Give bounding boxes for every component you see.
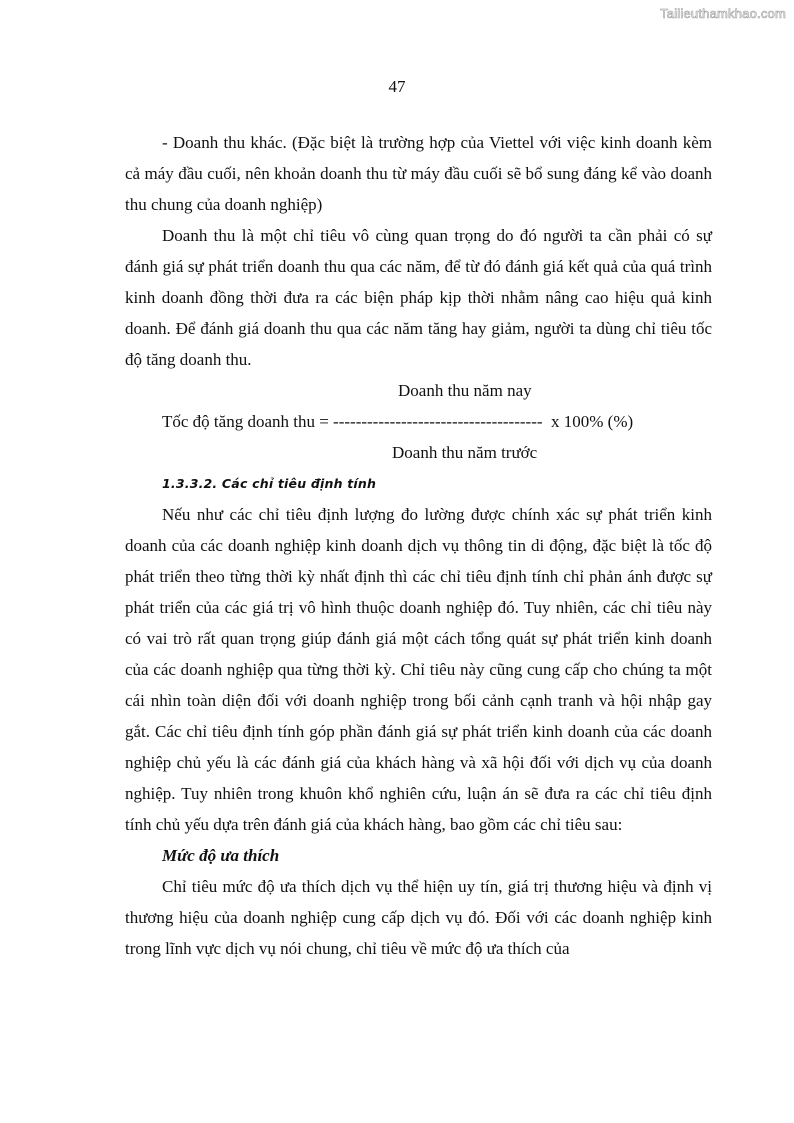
formula-main-line: Tốc độ tăng doanh thu = ------------------------------------- x 100% (%) bbox=[162, 412, 634, 431]
paragraph-revenue-importance: Doanh thu là một chỉ tiêu vô cùng quan trọng do đó người ta cần phải có sự đánh giá sự phát triển doanh thu qua các năm, để từ đó đánh giá kết quả của quá trình kinh doanh đồng thời đưa ra các biện pháp kịp thời nhằm nâng cao hiệu quả kinh doanh. Để đánh giá doanh thu qua các năm tăng hay giảm, người ta dùng chỉ tiêu tốc độ tăng doanh thu. bbox=[125, 226, 712, 369]
revenue-growth-formula bbox=[125, 375, 712, 468]
subsection-heading: Mức độ ưa thích bbox=[162, 846, 280, 865]
paragraph-qualitative-indicators: Nếu như các chỉ tiêu định lượng đo lường được chính xác sự phát triển kinh doanh của các doanh nghiệp kinh doanh dịch vụ thông tin di động, đặc biệt là tốc độ phát triển theo từng thời kỳ nhất định thì các chỉ tiêu định tính chỉ phản ánh được sự phát triển của các giá trị vô hình thuộc doanh nghiệp đó. Tuy nhiên, các chỉ tiêu này có vai trò rất quan trọng giúp đánh giá một cách tổng quát sự phát triển kinh doanh của các doanh nghiệp qua từng thời kỳ. Chỉ tiêu này cũng cung cấp cho chúng ta một cái nhìn toàn diện đối với doanh nghiệp trong bối cảnh cạnh tranh và hội nhập gay gắt. Các chỉ tiêu định tính góp phần đánh giá sự phát triển kinh doanh của các doanh nghiệp chủ yếu là các đánh giá của khách hàng và xã hội đối với dịch vụ của doanh nghiệp. Tuy nhiên trong khuôn khổ nghiên cứu, luận án sẽ đưa ra các chỉ tiêu định tính chủ yếu dựa trên đánh giá của khách hàng, bao gồm các chỉ tiêu sau: bbox=[125, 505, 712, 834]
section-heading: 1.3.3.2. Các chỉ tiêu định tính bbox=[162, 476, 377, 491]
document-body bbox=[125, 127, 712, 964]
paragraph-preference-level: Chỉ tiêu mức độ ưa thích dịch vụ thể hiện uy tín, giá trị thương hiệu và định vị thương hiệu của doanh nghiệp cung cấp dịch vụ đó. Đối với các doanh nghiệp kinh trong lĩnh vực dịch vụ nói chung, chỉ tiêu về mức độ ưa thích của bbox=[125, 877, 712, 958]
paragraph-other-revenue: - Doanh thu khác. (Đặc biệt là trường hợp của Viettel với việc kinh doanh kèm cả máy đầu cuối, nên khoản doanh thu từ máy đầu cuối sẽ bổ sung đáng kể vào doanh thu chung của doanh nghiệp) bbox=[125, 133, 712, 214]
formula-denominator: Doanh thu năm trước bbox=[392, 443, 538, 462]
watermark: Tailieuthamkhao.com bbox=[660, 6, 786, 21]
page-number: 47 bbox=[388, 77, 406, 96]
formula-numerator: Doanh thu năm nay bbox=[398, 381, 532, 400]
